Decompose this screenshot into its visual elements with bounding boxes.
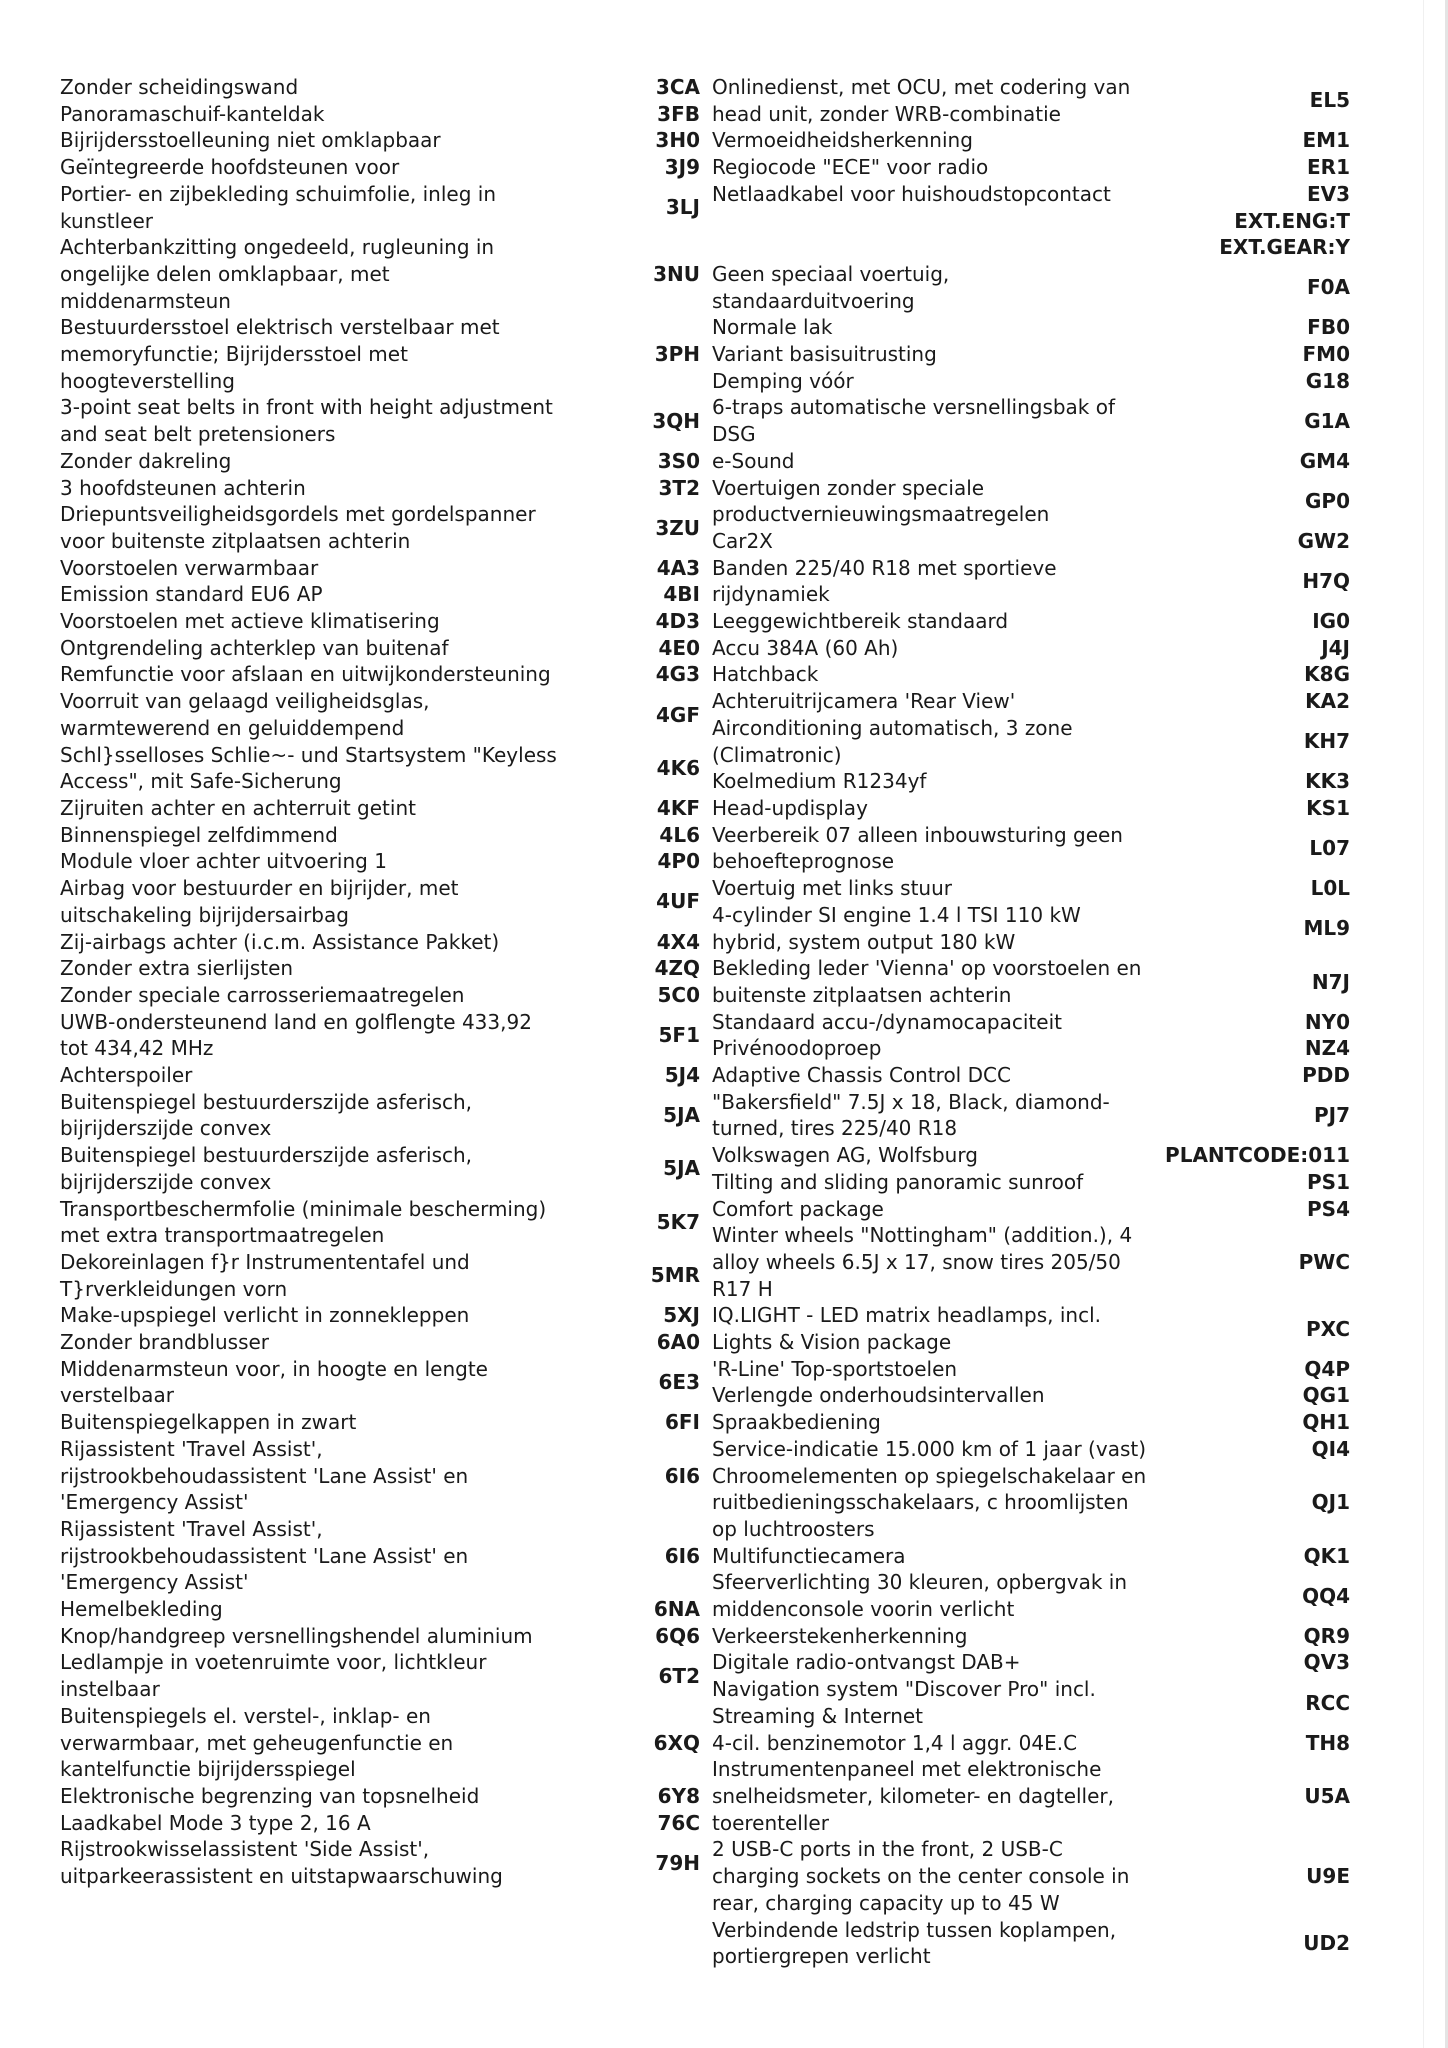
option-code: QI4 xyxy=(1311,1436,1350,1461)
option-description: Zonder brandblusser xyxy=(60,1330,270,1355)
option-code: 6FI xyxy=(664,1410,700,1435)
right-option-row xyxy=(712,688,1350,715)
option-description: Vermoeidheidsherkenning xyxy=(712,128,973,153)
left-option-row xyxy=(60,1142,700,1195)
right-option-row xyxy=(712,555,1350,608)
option-description: Bijrijdersstoelleuning niet omklapbaar xyxy=(60,128,441,153)
option-description: Volkswagen AG, Wolfsburg xyxy=(712,1143,978,1168)
scan-edge-line xyxy=(1423,0,1424,2048)
option-code: 5XJ xyxy=(663,1303,700,1328)
left-option-row xyxy=(60,742,700,795)
option-code: K8G xyxy=(1304,662,1350,687)
option-description: Airbag voor bestuurder en bijrijder, met uitschakeling bijrijdersairbag xyxy=(60,876,459,927)
option-code: 3T2 xyxy=(658,475,700,500)
option-code: IG0 xyxy=(1312,609,1350,634)
option-code: QQ4 xyxy=(1302,1583,1350,1608)
right-option-row xyxy=(712,1382,1350,1409)
option-description: Zonder scheidingswand xyxy=(60,75,299,99)
option-code: Q4P xyxy=(1304,1356,1350,1381)
right-option-row xyxy=(712,234,1350,261)
right-option-row xyxy=(712,1436,1350,1463)
right-option-row xyxy=(712,1035,1350,1062)
right-option-row xyxy=(712,822,1350,875)
right-option-row xyxy=(712,1009,1350,1036)
option-description: Tilting and sliding panoramic sunroof xyxy=(712,1169,1084,1194)
option-description: Driepuntsveiligheidsgordels met gordelspanner voor buitenste zitplaatsen achterin xyxy=(60,502,536,553)
option-code: FB0 xyxy=(1307,315,1350,340)
option-code: ER1 xyxy=(1307,155,1350,180)
option-description: Airconditioning automatisch, 3 zone (Climatronic) xyxy=(712,715,1073,767)
option-description: Module vloer achter uitvoering 1 xyxy=(60,849,387,874)
option-description: Zonder extra sierlijsten xyxy=(60,956,294,981)
option-description: Regiocode "ECE" voor radio xyxy=(712,155,989,180)
option-code: 4A3 xyxy=(656,555,700,580)
right-option-row xyxy=(712,1676,1350,1729)
option-description: Netlaadkabel voor huishoudstopcontact xyxy=(712,181,1111,206)
option-code: KS1 xyxy=(1306,795,1350,820)
option-description: Binnenspiegel zelfdimmend xyxy=(60,822,338,847)
right-option-row xyxy=(712,127,1350,154)
option-description: Laadkabel Mode 3 type 2, 16 A xyxy=(60,1810,371,1835)
left-option-row xyxy=(60,848,700,875)
option-code: 6I6 xyxy=(664,1463,700,1488)
right-option-row xyxy=(712,1917,1350,1970)
option-code: 4P0 xyxy=(657,849,700,874)
option-description: Zijruiten achter en achterruit getint xyxy=(60,795,416,820)
left-option-row xyxy=(60,1302,700,1329)
option-code: 4ZQ xyxy=(654,956,700,981)
option-description: Verbindende ledstrip tussen koplampen, portiergrepen verlicht xyxy=(712,1917,1117,1969)
right-option-row xyxy=(712,1756,1350,1836)
left-option-row xyxy=(60,929,700,956)
option-code: GM4 xyxy=(1299,448,1350,473)
option-description: Transportbeschermfolie (minimale bescherming) met extra transportmaatregelen xyxy=(60,1196,547,1248)
option-description: 6-traps automatische versnellingsbak of DSG xyxy=(712,395,1116,447)
option-code: U9E xyxy=(1306,1864,1350,1889)
option-description: Demping vóór xyxy=(712,368,854,393)
option-code: 4E0 xyxy=(658,635,700,660)
option-description: Verkeerstekenherkenning xyxy=(712,1623,968,1648)
left-option-row xyxy=(60,154,700,181)
left-option-row xyxy=(60,1623,700,1650)
option-code: PS4 xyxy=(1307,1196,1350,1221)
right-option-row xyxy=(712,1169,1350,1196)
left-option-row xyxy=(60,475,700,502)
option-code: G18 xyxy=(1305,368,1350,393)
left-option-row xyxy=(60,101,700,128)
option-code: 3H0 xyxy=(655,128,700,153)
left-option-row xyxy=(60,1089,700,1142)
option-description: Zonder speciale carrosseriemaatregelen xyxy=(60,982,465,1007)
option-code: NZ4 xyxy=(1304,1036,1350,1061)
left-option-row xyxy=(60,1836,700,1889)
option-code: H7Q xyxy=(1302,569,1350,593)
left-option-row xyxy=(60,1810,700,1837)
option-code: 79H xyxy=(655,1850,700,1875)
left-option-row xyxy=(60,1356,700,1409)
option-code: 5JA xyxy=(663,1156,700,1181)
option-description: Verlengde onderhoudsintervallen xyxy=(712,1383,1045,1408)
right-option-row xyxy=(712,795,1350,822)
option-code: 3LJ xyxy=(665,195,700,220)
right-option-row xyxy=(712,448,1350,475)
option-description: Voertuig met links stuur xyxy=(712,876,952,901)
option-code: 4X4 xyxy=(656,929,700,954)
option-code: 6E3 xyxy=(658,1370,700,1395)
option-code: 3FB xyxy=(657,101,700,126)
option-code: 3S0 xyxy=(657,448,700,473)
option-code: 5J4 xyxy=(664,1063,700,1088)
option-description: Leeggewichtbereik standaard xyxy=(712,609,1009,634)
option-code: 4KF xyxy=(656,795,700,820)
option-description: Dekoreinlagen f}r Instrumententafel und T}rverkleidungen vorn xyxy=(60,1249,470,1301)
option-description: Bestuurdersstoel elektrisch verstelbaar met memoryfunctie; Bijrijdersstoel met hoogteverstelling xyxy=(60,315,500,393)
option-description: Geïntegreerde hoofdsteunen voor xyxy=(60,155,400,180)
option-description: Rijstrookwisselassistent 'Side Assist', uitparkeerassistent en uitstapwaarschuwing xyxy=(60,1837,503,1889)
option-description: Knop/handgreep versnellingshendel aluminium xyxy=(60,1623,533,1648)
left-option-row xyxy=(60,448,700,475)
option-description: Voorstoelen verwarmbaar xyxy=(60,555,319,580)
option-code: 6A0 xyxy=(656,1330,700,1355)
option-description: Winter wheels "Nottingham" (addition.), 4 alloy wheels 6.5J x 17, snow tires 205/50 R17 H xyxy=(712,1223,1133,1301)
right-option-row xyxy=(712,261,1350,314)
option-description: Voorruit van gelaagd veiligheidsglas, warmtewerend en geluiddempend xyxy=(60,689,430,740)
left-option-row xyxy=(60,394,700,447)
option-code: 4GF xyxy=(656,702,700,727)
right-option-row xyxy=(712,1302,1350,1355)
option-code: 3QH xyxy=(652,408,700,433)
option-code: PWC xyxy=(1298,1249,1350,1274)
option-code: 5JA xyxy=(663,1103,700,1128)
left-option-row xyxy=(60,1009,700,1062)
option-description: Service-indicatie 15.000 km of 1 jaar (vast) xyxy=(712,1436,1147,1461)
right-option-row xyxy=(712,715,1350,768)
left-option-row xyxy=(60,1409,700,1436)
option-description: Zij-airbags achter (i.c.m. Assistance Pakket) xyxy=(60,929,500,954)
right-option-row xyxy=(712,955,1350,1008)
option-description: Achterbankzitting ongedeeld, rugleuning in ongelijke delen omklapbaar, met middenarmsteun xyxy=(60,235,495,313)
option-description: Veerbereik 07 alleen inbouwsturing geen behoefteprognose xyxy=(712,822,1123,874)
option-description: Comfort package xyxy=(712,1196,884,1221)
left-option-row xyxy=(60,822,700,849)
option-description: Head-updisplay xyxy=(712,795,868,820)
right-option-row xyxy=(712,1836,1350,1916)
option-code: KK3 xyxy=(1305,769,1350,794)
right-option-row xyxy=(712,1062,1350,1089)
option-description: Middenarmsteun voor, in hoogte en lengte verstelbaar xyxy=(60,1356,488,1408)
right-option-row xyxy=(712,74,1350,127)
left-option-row xyxy=(60,181,700,234)
left-option-row xyxy=(60,1783,700,1810)
right-option-row xyxy=(712,1543,1350,1570)
option-code: 4UF xyxy=(656,889,700,914)
option-code: 5C0 xyxy=(657,982,700,1007)
right-option-row xyxy=(712,208,1350,235)
option-code: 6I6 xyxy=(664,1543,700,1568)
left-option-column xyxy=(60,74,700,1890)
right-option-row xyxy=(712,475,1350,528)
option-code: TH8 xyxy=(1305,1730,1350,1755)
option-description: 2 USB-C ports in the front, 2 USB-C charging sockets on the center console in rear, charging capacity up to 45 W xyxy=(712,1837,1130,1915)
right-option-column xyxy=(712,74,1350,1970)
option-description: Banden 225/40 R18 met sportieve rijdynamiek xyxy=(712,555,1057,607)
option-description: Voorstoelen met actieve klimatisering xyxy=(60,609,440,634)
option-description: Standaard accu-/dynamocapaciteit xyxy=(712,1009,1062,1034)
left-option-row xyxy=(60,635,700,662)
left-option-row xyxy=(60,1436,700,1516)
left-option-row xyxy=(60,1516,700,1596)
left-option-row xyxy=(60,688,700,741)
left-option-row xyxy=(60,555,700,582)
option-code: J4J xyxy=(1321,635,1350,660)
option-description: Achteruitrijcamera 'Rear View' xyxy=(712,689,1016,714)
right-option-row xyxy=(712,314,1350,341)
option-code: KH7 xyxy=(1303,729,1350,754)
option-code: PJ7 xyxy=(1313,1103,1350,1128)
left-option-row xyxy=(60,314,700,394)
option-code: EV3 xyxy=(1306,181,1350,206)
option-description: Koelmedium R1234yf xyxy=(712,769,927,794)
right-option-row xyxy=(712,1623,1350,1650)
left-option-row xyxy=(60,1196,700,1249)
left-option-row xyxy=(60,581,700,608)
option-code: EM1 xyxy=(1302,128,1350,153)
option-description: "Bakersfield" 7.5J x 18, Black, diamond-turned, tires 225/40 R18 xyxy=(712,1089,1110,1141)
option-description: 'R-Line' Top-sportstoelen xyxy=(712,1356,958,1381)
option-code: 4D3 xyxy=(655,609,700,634)
option-code: N7J xyxy=(1311,969,1350,994)
option-description: Rijassistent 'Travel Assist', rijstrookbehoudassistent 'Lane Assist' en 'Emergency Assist' xyxy=(60,1436,469,1515)
right-option-row xyxy=(712,1356,1350,1383)
option-description: 3 hoofdsteunen achterin xyxy=(60,475,306,500)
option-code: EL5 xyxy=(1309,88,1350,113)
option-description: 4-cil. benzinemotor 1,4 l aggr. 04E.C xyxy=(712,1730,1078,1755)
option-description: Buitenspiegels el. verstel-, inklap- en verwarmbaar, met geheugenfunctie en kantelfunctie bijrijdersspiegel xyxy=(60,1703,454,1782)
option-description: Buitenspiegelkappen in zwart xyxy=(60,1410,357,1435)
right-option-row xyxy=(712,1569,1350,1622)
option-description: Hemelbekleding xyxy=(60,1597,223,1622)
option-description: Multifunctiecamera xyxy=(712,1543,906,1568)
option-code: 6Q6 xyxy=(655,1623,700,1648)
option-description: Make-upspiegel verlicht in zonnekleppen xyxy=(60,1303,470,1328)
option-description: Voertuigen zonder speciale productvernieuwingsmaatregelen xyxy=(712,475,1050,527)
option-code: 3J9 xyxy=(664,155,700,180)
option-code: QK1 xyxy=(1303,1543,1350,1568)
option-code: 3NU xyxy=(653,261,700,286)
option-description: Rijassistent 'Travel Assist', rijstrookbehoudassistent 'Lane Assist' en 'Emergency Assist' xyxy=(60,1516,469,1595)
right-option-row xyxy=(712,875,1350,902)
option-description: Variant basisuitrusting xyxy=(712,342,937,367)
option-code: 6XQ xyxy=(653,1730,700,1755)
option-code: GW2 xyxy=(1297,528,1350,553)
option-description: Achterspoiler xyxy=(60,1063,193,1088)
right-option-row xyxy=(712,635,1350,662)
option-description: Zonder dakreling xyxy=(60,448,232,473)
right-option-row xyxy=(712,368,1350,395)
option-description: Accu 384A (60 Ah) xyxy=(712,635,899,660)
option-code: GP0 xyxy=(1305,488,1350,513)
left-option-row xyxy=(60,501,700,554)
option-description: 3-point seat belts in front with height adjustment and seat belt pretensioners xyxy=(60,395,553,447)
left-option-row xyxy=(60,1596,700,1623)
option-description: Normale lak xyxy=(712,315,833,340)
option-code: QJ1 xyxy=(1311,1490,1350,1515)
right-option-row xyxy=(712,394,1350,447)
left-option-row xyxy=(60,661,700,688)
option-code: UD2 xyxy=(1303,1930,1350,1955)
option-description: e-Sound xyxy=(712,448,795,473)
option-code: 5MR xyxy=(650,1263,700,1288)
option-code: ML9 xyxy=(1303,916,1350,941)
left-option-row xyxy=(60,1329,700,1356)
option-code: 3ZU xyxy=(655,515,700,540)
right-option-row xyxy=(712,1409,1350,1436)
option-description: Panoramaschuif-kanteldak xyxy=(60,101,325,126)
option-code: 6NA xyxy=(653,1597,700,1622)
option-code: 4BI xyxy=(663,582,700,607)
option-code: 4G3 xyxy=(655,662,700,687)
right-option-row xyxy=(712,1649,1350,1676)
option-description: Car2X xyxy=(712,528,773,553)
option-description: UWB-ondersteunend land en golflengte 433,92 tot 434,42 MHz xyxy=(60,1009,532,1061)
option-code: L07 xyxy=(1309,836,1350,861)
option-code: L0L xyxy=(1310,876,1350,901)
option-code: 6T2 xyxy=(658,1663,700,1688)
option-description: Remfunctie voor afslaan en uitwijkondersteuning xyxy=(60,662,551,687)
left-option-row xyxy=(60,1062,700,1089)
left-option-row xyxy=(60,1703,700,1783)
option-code: RCC xyxy=(1305,1690,1350,1715)
option-description: Schl}sselloses Schlie~- und Startsystem "Keyless Access", mit Safe-Sicherung xyxy=(60,742,557,794)
option-code: PS1 xyxy=(1307,1169,1350,1194)
option-description: 4-cylinder SI engine 1.4 l TSI 110 kW hybrid, system output 180 kW xyxy=(712,902,1081,954)
option-description: Hatchback xyxy=(712,662,819,687)
option-code: G1A xyxy=(1304,408,1350,433)
option-code: FM0 xyxy=(1302,342,1350,367)
option-code: F0A xyxy=(1306,275,1350,300)
option-code: PXC xyxy=(1305,1316,1350,1341)
left-option-row xyxy=(60,875,700,928)
left-option-row xyxy=(60,1249,700,1302)
right-option-row xyxy=(712,341,1350,368)
left-option-row xyxy=(60,74,700,101)
option-description: Geen speciaal voertuig, standaarduitvoering xyxy=(712,261,950,313)
option-code: KA2 xyxy=(1305,689,1350,714)
option-code: 6Y8 xyxy=(657,1784,700,1808)
option-description: Chroomelementen op spiegelschakelaar en ruitbedieningsschakelaars, c hroomlijsten op luchtroosters xyxy=(712,1463,1147,1541)
right-option-row xyxy=(712,1463,1350,1543)
option-description: Digitale radio-ontvangst DAB+ xyxy=(712,1650,1021,1675)
option-description: Buitenspiegel bestuurderszijde asferisch, bijrijderszijde convex xyxy=(60,1089,473,1141)
right-option-row xyxy=(712,1089,1350,1142)
option-description: Ontgrendeling achterklep van buitenaf xyxy=(60,635,449,660)
right-option-row xyxy=(712,528,1350,555)
option-description: IQ.LIGHT - LED matrix headlamps, incl. Lights & Vision package xyxy=(712,1303,1102,1355)
option-code: 3PH xyxy=(654,342,700,367)
right-option-row xyxy=(712,902,1350,955)
left-option-row xyxy=(60,608,700,635)
option-description: Instrumentenpaneel met elektronische snelheidsmeter, kilometer- en dagteller, toerenteller xyxy=(712,1757,1114,1835)
option-code: QR9 xyxy=(1303,1623,1350,1648)
left-option-row xyxy=(60,234,700,314)
right-option-row xyxy=(712,1196,1350,1223)
option-code: QG1 xyxy=(1302,1383,1350,1408)
option-code: 4K6 xyxy=(656,755,700,780)
option-code: 3CA xyxy=(655,75,700,99)
left-option-row xyxy=(60,795,700,822)
option-code: 5K7 xyxy=(656,1209,700,1234)
option-description: Onlinedienst, met OCU, met codering van head unit, zonder WRB-combinatie xyxy=(712,75,1131,126)
option-description: Portier- en zijbekleding schuimfolie, inleg in kunstleer xyxy=(60,181,496,233)
option-code: QV3 xyxy=(1303,1650,1350,1675)
right-option-row xyxy=(712,1730,1350,1757)
option-code: 5F1 xyxy=(658,1022,700,1047)
option-description: Elektronische begrenzing van topsnelheid xyxy=(60,1784,480,1808)
option-code: U5A xyxy=(1304,1784,1350,1808)
left-option-row xyxy=(60,982,700,1009)
option-code: 4L6 xyxy=(659,822,700,847)
option-description: Emission standard EU6 AP xyxy=(60,582,323,607)
right-option-row xyxy=(712,608,1350,635)
option-description: Navigation system "Discover Pro" incl. Streaming & Internet xyxy=(712,1677,1096,1728)
left-option-row xyxy=(60,1649,700,1702)
right-option-row xyxy=(712,181,1350,208)
right-option-row xyxy=(712,661,1350,688)
left-option-row xyxy=(60,127,700,154)
right-option-row xyxy=(712,154,1350,181)
left-option-row xyxy=(60,955,700,982)
option-description: Spraakbediening xyxy=(712,1410,881,1435)
option-description: Sfeerverlichting 30 kleuren, opbergvak in middenconsole voorin verlicht xyxy=(712,1570,1128,1622)
option-code: QH1 xyxy=(1302,1410,1350,1435)
option-code: PLANTCODE:011 xyxy=(1165,1143,1350,1168)
option-code: EXT.ENG:T xyxy=(1234,208,1350,233)
option-code: 76C xyxy=(657,1810,700,1835)
option-description: Ledlampje in voetenruimte voor, lichtkleur instelbaar xyxy=(60,1650,487,1702)
right-option-row xyxy=(712,1222,1350,1302)
option-code: EXT.GEAR:Y xyxy=(1219,235,1350,260)
option-code: PDD xyxy=(1302,1063,1350,1088)
right-option-row xyxy=(712,1142,1350,1169)
option-description: Adaptive Chassis Control DCC xyxy=(712,1063,1011,1088)
right-option-row xyxy=(712,768,1350,795)
option-description: Privénoodoproep xyxy=(712,1036,882,1061)
option-description: Bekleding leder 'Vienna' op voorstoelen en buitenste zitplaatsen achterin xyxy=(712,956,1142,1007)
option-description: Buitenspiegel bestuurderszijde asferisch, bijrijderszijde convex xyxy=(60,1143,473,1194)
option-code: NY0 xyxy=(1304,1009,1350,1034)
